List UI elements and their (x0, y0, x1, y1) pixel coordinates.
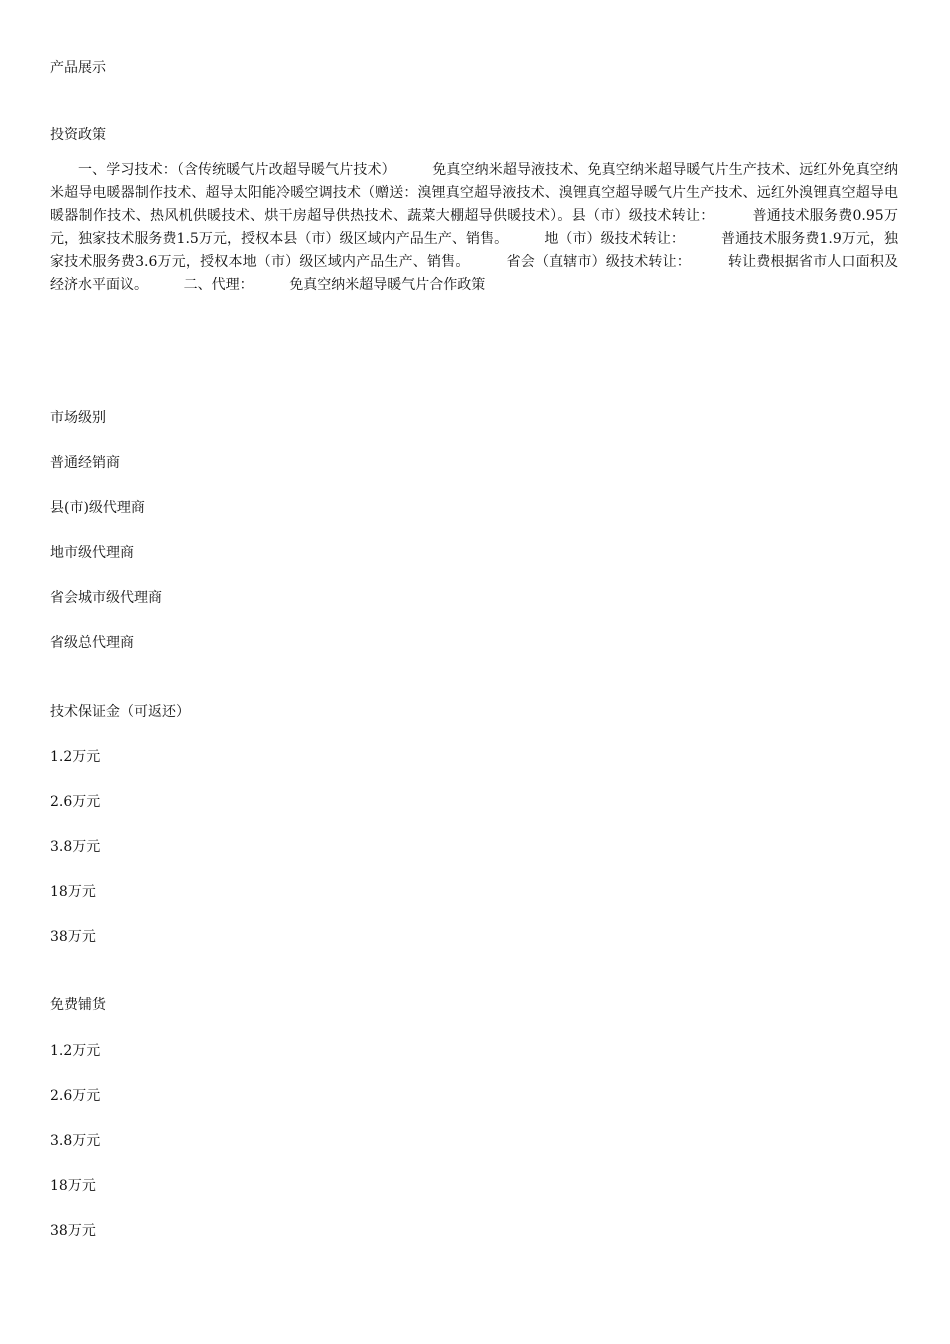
market-level-item: 县(市)级代理商 (50, 500, 145, 516)
market-level-item: 地市级代理商 (50, 545, 134, 561)
market-level-item: 省会城市级代理商 (50, 590, 162, 606)
deposit-item: 1.2万元 (50, 749, 101, 765)
deposit-header: 技术保证金（可返还） (50, 704, 190, 720)
heading-investment-policy: 投资政策 (50, 127, 106, 143)
deposit-item: 2.6万元 (50, 794, 101, 810)
free-stock-item: 38万元 (50, 1223, 96, 1239)
deposit-item: 18万元 (50, 884, 96, 900)
policy-text: 一、学习技术：（含传统暖气片改超导暖气片技术） 免真空纳米超导液技术、免真空纳米超导暖气片生产技术、远红外免真空纳米超导电暖器制作技术、超导太阳能冷暖空调技术（赠送：溴锂真空超导液技术、溴锂真空超导暖气片生产技术、远红外溴锂真空超导电暖器制作技术、热风机供暖技术、烘干房超导供热技术、蔬菜大棚超导供暖技术）。县（市）级技术转让： 普通技术服务费0.95万元，独家技术服务费1.5万元，授权本县（市）级区域内产品生产、销售。 地（市）级技术转让： 普通技术服务费1.9万元，独家技术服务费3.6万元，授权本地（市）级区域内产品生产、销售。 省会（直辖市）级技术转让： 转让费根据省市人口面积及经济水平面议。 二、代理： 免真空纳米超导暖气片合作政策 (50, 162, 898, 293)
free-stock-item: 1.2万元 (50, 1043, 101, 1059)
free-stock-item: 18万元 (50, 1178, 96, 1194)
deposit-item: 38万元 (50, 929, 96, 945)
policy-paragraph (50, 159, 898, 297)
market-level-item: 省级总代理商 (50, 635, 134, 651)
market-level-header: 市场级别 (50, 410, 106, 426)
heading-products: 产品展示 (50, 60, 106, 76)
free-stock-item: 3.8万元 (50, 1133, 101, 1149)
deposit-item: 3.8万元 (50, 839, 101, 855)
free-stock-item: 2.6万元 (50, 1088, 101, 1104)
market-level-item: 普通经销商 (50, 455, 120, 471)
free-stock-header: 免费铺货 (50, 997, 106, 1013)
